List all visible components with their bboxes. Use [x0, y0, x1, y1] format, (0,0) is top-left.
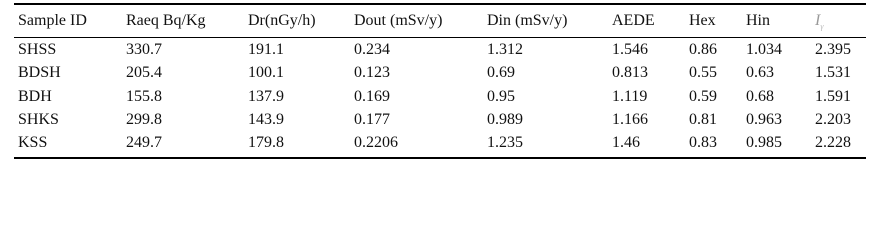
i-gamma-subscript: γ: [820, 22, 824, 31]
cell-dout: 0.234: [354, 41, 390, 58]
header-raeq: Raeq Bq/Kg: [126, 12, 206, 29]
cell-dout: 0.2206: [354, 134, 398, 151]
cell-i-gamma: 2.203: [815, 111, 851, 128]
cell-hex: 0.83: [689, 134, 717, 151]
table-top-rule: [14, 3, 866, 5]
cell-i-gamma: 2.228: [815, 134, 851, 151]
cell-dout: 0.177: [354, 111, 390, 128]
cell-aede: 1.546: [612, 41, 648, 58]
cell-i-gamma: 1.591: [815, 88, 851, 105]
cell-aede: 1.166: [612, 111, 648, 128]
cell-hin: 0.963: [746, 111, 782, 128]
table-row: [14, 63, 866, 83]
cell-i-gamma: 2.395: [815, 41, 851, 58]
cell-hin: 0.63: [746, 64, 774, 81]
header-hin: Hin: [746, 12, 770, 29]
cell-din: 0.95: [487, 88, 515, 105]
cell-raeq: 299.8: [126, 111, 162, 128]
table-row: [14, 40, 866, 60]
table-row: [14, 87, 866, 107]
cell-din: 1.235: [487, 134, 523, 151]
cell-dr: 137.9: [248, 88, 284, 105]
header-sample-id: Sample ID: [18, 12, 87, 29]
cell-din: 0.69: [487, 64, 515, 81]
i-gamma-symbol: I: [815, 12, 821, 29]
header-hex: Hex: [689, 12, 716, 29]
cell-dr: 100.1: [248, 64, 284, 81]
cell-sample-id: SHSS: [18, 41, 57, 58]
cell-aede: 1.119: [612, 88, 648, 105]
table-row: [14, 110, 866, 130]
header-dout: Dout (mSv/y): [354, 12, 443, 29]
cell-dr: 179.8: [248, 134, 284, 151]
cell-dr: 143.9: [248, 111, 284, 128]
cell-aede: 1.46: [612, 134, 640, 151]
cell-sample-id: BDH: [18, 88, 52, 105]
header-aede: AEDE: [612, 12, 655, 29]
cell-hex: 0.59: [689, 88, 717, 105]
cell-raeq: 205.4: [126, 64, 162, 81]
cell-hin: 0.68: [746, 88, 774, 105]
cell-dout: 0.123: [354, 64, 390, 81]
cell-hex: 0.55: [689, 64, 717, 81]
cell-raeq: 330.7: [126, 41, 162, 58]
cell-hin: 1.034: [746, 41, 782, 58]
cell-sample-id: KSS: [18, 134, 48, 151]
cell-din: 1.312: [487, 41, 523, 58]
table-header-rule: [14, 37, 866, 38]
cell-dr: 191.1: [248, 41, 284, 58]
cell-sample-id: BDSH: [18, 64, 61, 81]
cell-din: 0.989: [487, 111, 523, 128]
cell-raeq: 249.7: [126, 134, 162, 151]
cell-hex: 0.81: [689, 111, 717, 128]
data-table: [14, 3, 866, 159]
cell-hin: 0.985: [746, 134, 782, 151]
header-din: Din (mSv/y): [487, 12, 568, 29]
header-dr: Dr(nGy/h): [248, 12, 316, 29]
cell-raeq: 155.8: [126, 88, 162, 105]
cell-dout: 0.169: [354, 88, 390, 105]
table-header-row: [14, 11, 866, 31]
table-row: [14, 133, 866, 153]
cell-hex: 0.86: [689, 41, 717, 58]
header-i-gamma: [815, 11, 823, 37]
cell-aede: 0.813: [612, 64, 648, 81]
cell-i-gamma: 1.531: [815, 64, 851, 81]
table-bottom-rule: [14, 157, 866, 159]
cell-sample-id: SHKS: [18, 111, 59, 128]
